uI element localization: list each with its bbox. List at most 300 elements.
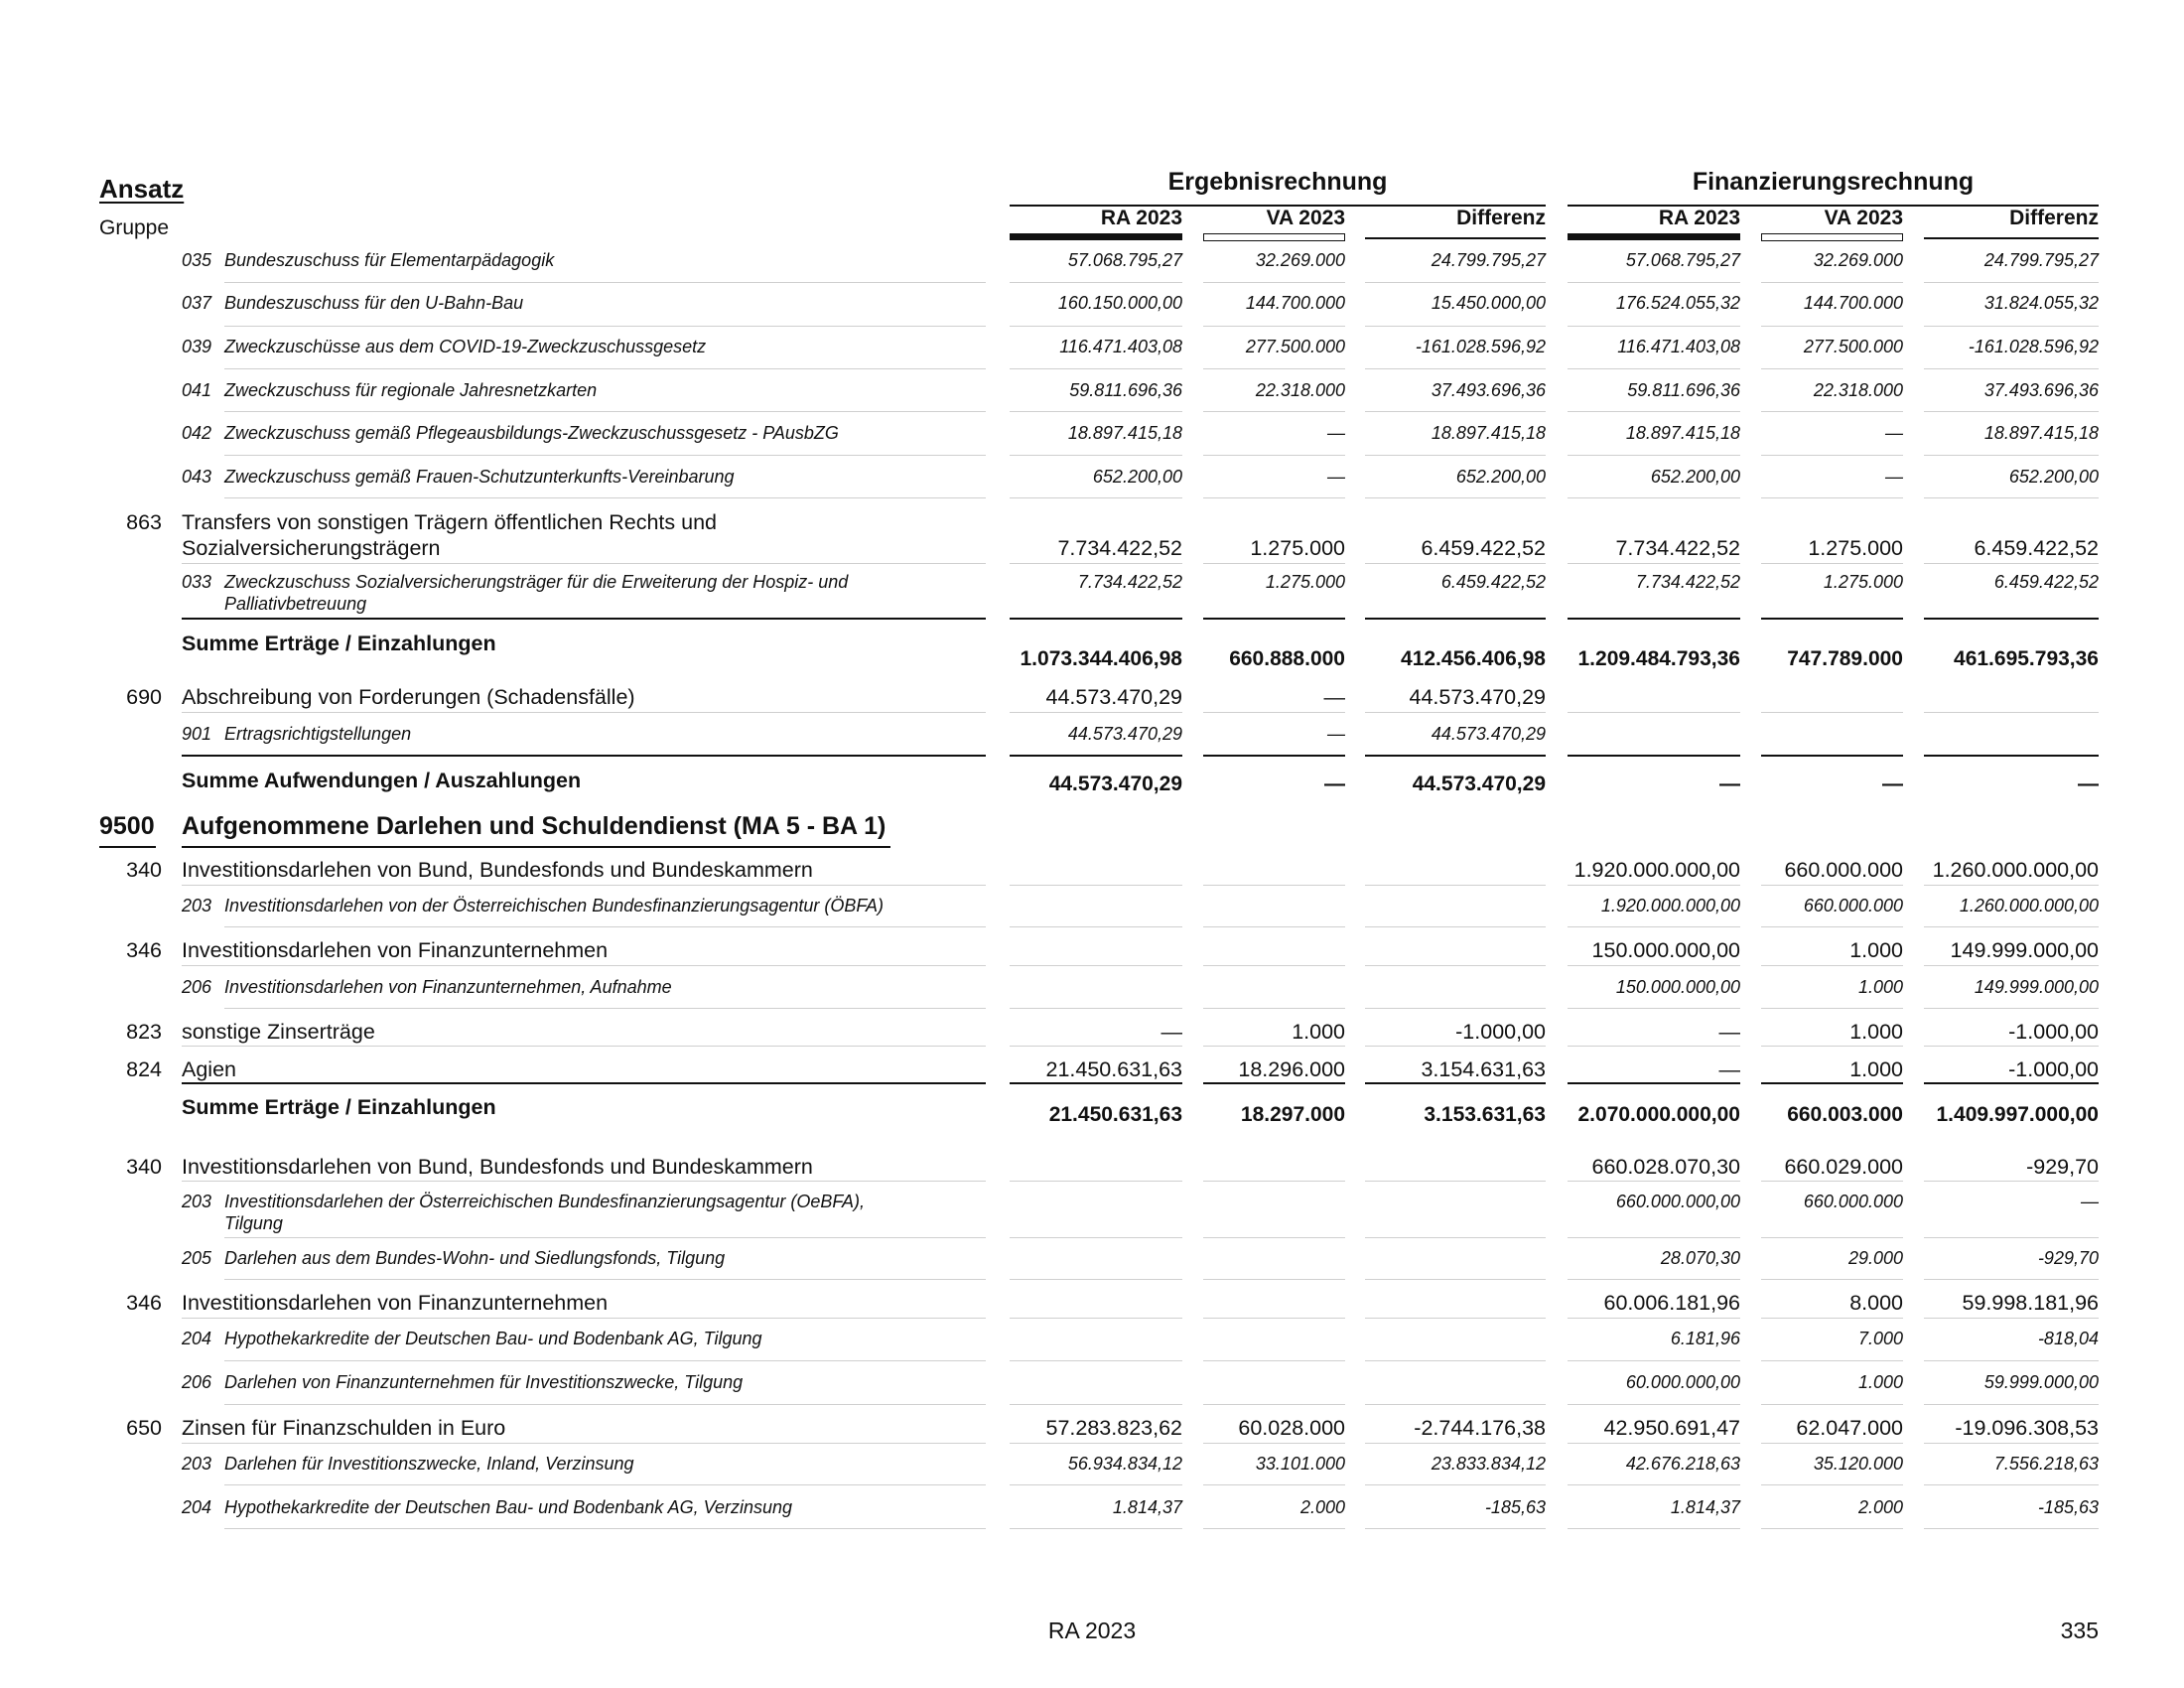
row-rule-cell: [1761, 455, 1903, 456]
col-header-ergebnis-ra: RA 2023: [1100, 207, 1182, 229]
cell-value: 44.573.470,29: [1048, 773, 1182, 795]
row-rule-cell: [1761, 1360, 1903, 1361]
row-label: Investitionsdarlehen von Finanzunternehmen, Aufnahme: [224, 977, 672, 997]
row-code: 206: [182, 1372, 212, 1392]
row-rule-cell: [1365, 1181, 1546, 1182]
row-rule-cell: [1203, 926, 1345, 927]
row-rule-cell: [1010, 712, 1182, 713]
cell-value: 1.000: [1849, 1020, 1903, 1044]
cell-value: 18.897.415,18: [1983, 423, 2099, 443]
row-rule-cell: [1365, 282, 1546, 283]
row-rule-cell: [1010, 1404, 1182, 1405]
row-rule-label: [182, 1046, 986, 1047]
row-label-continued: Palliativbetreuung: [224, 594, 367, 614]
row-rule-cell: [1203, 755, 1345, 757]
row-rule-cell: [1203, 885, 1345, 886]
row-code: 340: [126, 1155, 162, 1179]
cell-value: —: [2081, 1192, 2099, 1211]
row-rule-cell: [1761, 965, 1903, 966]
cell-value: —: [1327, 423, 1345, 443]
row-rule-cell: [1010, 326, 1182, 327]
cell-value: 35.120.000: [1813, 1454, 1903, 1474]
cell-value: 24.799.795,27: [1983, 250, 2099, 270]
row-rule-label: [224, 1279, 986, 1280]
row-rule-label: [182, 1181, 986, 1182]
row-rule-label: [224, 1404, 986, 1405]
cell-value: 1.209.484.793,36: [1577, 647, 1740, 670]
row-rule-cell: [1010, 1082, 1182, 1084]
row-label-continued: Sozialversicherungsträgern: [182, 536, 441, 560]
row-rule-cell: [1010, 965, 1182, 966]
row-label: Hypothekarkredite der Deutschen Bau- und Bodenbank AG, Tilgung: [224, 1329, 762, 1348]
cell-value: 2.070.000.000,00: [1577, 1103, 1740, 1126]
cell-value: 144.700.000: [1245, 293, 1345, 313]
cell-value: —: [1719, 773, 1740, 795]
row-label: Zweckzuschüsse aus dem COVID-19-Zweckzuschussgesetz: [224, 337, 707, 356]
cell-value: 1.920.000.000,00: [1600, 896, 1740, 915]
row-code: 346: [126, 1291, 162, 1315]
cell-value: 2.000: [1857, 1497, 1903, 1517]
row-rule-cell: [1924, 1404, 2099, 1405]
row-rule-label: [182, 563, 986, 564]
cell-value: 660.029.000: [1784, 1155, 1903, 1179]
cell-value: 1.275.000: [1823, 572, 1903, 592]
row-rule-cell: [1010, 282, 1182, 283]
cell-value: 22.318.000: [1255, 380, 1345, 400]
row-rule-cell: [1203, 1279, 1345, 1280]
row-label: Investitionsdarlehen der Österreichischen Bundesfinanzierungsagentur (OeBFA),: [224, 1192, 866, 1211]
row-label: Investitionsdarlehen von der Österreichischen Bundesfinanzierungsagentur (ÖBFA): [224, 896, 885, 915]
cell-value: 150.000.000,00: [1615, 977, 1740, 997]
row-rule-cell: [1010, 755, 1182, 757]
cell-value: 59.998.181,96: [1962, 1291, 2099, 1315]
row-rule-label: [182, 712, 986, 713]
page-number: 335: [2060, 1618, 2099, 1643]
row-rule-cell: [1568, 563, 1740, 564]
cell-value: 116.471.403,08: [1617, 337, 1740, 356]
row-rule-cell: [1761, 1237, 1903, 1238]
cell-value: 33.101.000: [1255, 1454, 1345, 1474]
cell-value: 59.811.696,36: [1069, 380, 1182, 400]
cell-value: 1.000: [1292, 1020, 1345, 1044]
row-rule-cell: [1365, 1404, 1546, 1405]
row-label: Zweckzuschuss gemäß Pflegeausbildungs-Zweckzuschussgesetz - PAusbZG: [224, 423, 839, 443]
row-rule-cell: [1924, 497, 2099, 498]
cell-value: —: [1327, 724, 1345, 744]
row-label: Darlehen aus dem Bundes-Wohn- und Siedlungsfonds, Tilgung: [224, 1248, 726, 1268]
col-header-finanz-va: VA 2023: [1824, 207, 1903, 229]
row-rule-cell: [1568, 1484, 1740, 1485]
row-rule-cell: [1924, 1360, 2099, 1361]
row-rule-cell: [1568, 455, 1740, 456]
cell-value: 62.047.000: [1796, 1416, 1903, 1440]
row-rule-cell: [1365, 618, 1546, 620]
cell-value: 56.934.834,12: [1067, 1454, 1182, 1474]
row-rule-cell: [1761, 411, 1903, 412]
cell-value: 277.500.000: [1245, 337, 1345, 356]
row-rule-cell: [1203, 1318, 1345, 1319]
row-rule-cell: [1924, 455, 2099, 456]
cell-value: -818,04: [2037, 1329, 2099, 1348]
row-rule-cell: [1924, 712, 2099, 713]
cell-value: 60.000.000,00: [1625, 1372, 1740, 1392]
row-rule-cell: [1365, 326, 1546, 327]
row-rule-cell: [1010, 1484, 1182, 1485]
col-header-finanz-diff: Differenz: [2009, 207, 2099, 229]
row-rule-cell: [1365, 885, 1546, 886]
cell-value: 1.409.997.000,00: [1936, 1103, 2099, 1126]
cell-value: 1.260.000.000,00: [1932, 858, 2099, 882]
va-marker-ergebnis: [1203, 233, 1345, 241]
row-rule-cell: [1365, 965, 1546, 966]
row-rule-cell: [1924, 885, 2099, 886]
row-rule-cell: [1761, 926, 1903, 927]
row-rule-cell: [1761, 1279, 1903, 1280]
row-rule-cell: [1365, 1008, 1546, 1009]
row-rule-cell: [1365, 926, 1546, 927]
cell-value: 660.888.000: [1229, 647, 1345, 670]
row-code: 340: [126, 858, 162, 882]
cell-value: 1.275.000: [1808, 536, 1903, 560]
row-code: 203: [182, 896, 212, 915]
row-code: 204: [182, 1497, 212, 1517]
sum-label: Summe Erträge / Einzahlungen: [182, 1095, 496, 1119]
row-rule-cell: [1568, 1046, 1740, 1047]
row-label: Darlehen für Investitionszwecke, Inland, Verzinsung: [224, 1454, 634, 1474]
row-rule-cell: [1924, 618, 2099, 620]
cell-value: 652.200,00: [1650, 467, 1740, 487]
row-rule-cell: [1010, 563, 1182, 564]
row-rule-cell: [1761, 1181, 1903, 1182]
row-rule-cell: [1365, 1484, 1546, 1485]
cell-value: 660.028.070,30: [1591, 1155, 1740, 1179]
row-rule-cell: [1010, 1360, 1182, 1361]
sum-label: Summe Aufwendungen / Auszahlungen: [182, 769, 582, 792]
cell-value: 1.073.344.406,98: [1020, 647, 1182, 670]
row-label: Zweckzuschuss gemäß Frauen-Schutzunterkunfts-Vereinbarung: [224, 467, 735, 487]
cell-value: 24.799.795,27: [1431, 250, 1546, 270]
row-label: Hypothekarkredite der Deutschen Bau- und Bodenbank AG, Verzinsung: [224, 1497, 793, 1517]
row-rule-cell: [1203, 618, 1345, 620]
row-rule-label: [224, 368, 986, 369]
row-rule-cell: [1365, 1318, 1546, 1319]
cell-value: 31.824.055,32: [1983, 293, 2099, 313]
cell-value: -185,63: [2037, 1497, 2099, 1517]
row-label: Agien: [182, 1057, 236, 1081]
row-rule-cell: [1568, 1082, 1740, 1084]
row-rule-label: [182, 755, 986, 757]
row-rule-cell: [1010, 1046, 1182, 1047]
row-rule-cell: [1203, 1443, 1345, 1444]
cell-value: 59.999.000,00: [1983, 1372, 2099, 1392]
row-code: 901: [182, 724, 212, 744]
row-code: 824: [126, 1057, 162, 1081]
row-rule-label: [182, 1443, 986, 1444]
row-code: 823: [126, 1020, 162, 1044]
row-rule-cell: [1924, 326, 2099, 327]
row-rule-cell: [1010, 1181, 1182, 1182]
cell-value: 6.459.422,52: [1993, 572, 2099, 592]
cell-value: 1.260.000.000,00: [1959, 896, 2099, 915]
cell-value: —: [1718, 1020, 1740, 1044]
row-rule-cell: [1761, 885, 1903, 886]
row-label: Darlehen von Finanzunternehmen für Investitionszwecke, Tilgung: [224, 1372, 744, 1392]
row-rule-cell: [1365, 1082, 1546, 1084]
cell-value: 1.000: [1857, 977, 1903, 997]
row-code: 203: [182, 1192, 212, 1211]
row-rule-cell: [1568, 712, 1740, 713]
row-rule-cell: [1203, 563, 1345, 564]
row-rule-label: [224, 926, 986, 927]
cell-value: 32.269.000: [1813, 250, 1903, 270]
cell-value: 7.556.218,63: [1993, 1454, 2099, 1474]
row-rule-cell: [1568, 282, 1740, 283]
cell-value: 1.275.000: [1250, 536, 1345, 560]
footer-label: RA 2023: [1047, 1618, 1137, 1643]
cell-value: 60.006.181,96: [1603, 1291, 1740, 1315]
row-rule-cell: [1203, 1528, 1345, 1529]
row-rule-cell: [1010, 885, 1182, 886]
row-label: Zweckzuschuss Sozialversicherungsträger für die Erweiterung der Hospiz- und: [224, 572, 849, 592]
cell-value: 42.950.691,47: [1603, 1416, 1740, 1440]
row-rule-cell: [1203, 1404, 1345, 1405]
row-label: Zinsen für Finanzschulden in Euro: [182, 1416, 506, 1440]
row-rule-label: [224, 1360, 986, 1361]
row-rule-cell: [1924, 1318, 2099, 1319]
row-label: Investitionsdarlehen von Finanzunternehmen: [182, 938, 609, 962]
row-rule-cell: [1010, 368, 1182, 369]
cell-value: 149.999.000,00: [1950, 938, 2099, 962]
row-rule-cell: [1203, 1360, 1345, 1361]
cell-value: 21.450.631,63: [1045, 1057, 1182, 1081]
row-rule-cell: [1761, 1318, 1903, 1319]
row-rule-label: [224, 411, 986, 412]
row-rule-cell: [1203, 282, 1345, 283]
cell-value: 3.153.631,63: [1424, 1103, 1546, 1126]
row-rule-cell: [1203, 497, 1345, 498]
row-rule-cell: [1365, 563, 1546, 564]
cell-value: 660.000.000: [1803, 896, 1903, 915]
cell-value: 23.833.834,12: [1431, 1454, 1546, 1474]
row-code: 346: [126, 938, 162, 962]
cell-value: 1.814,37: [1670, 1497, 1740, 1517]
row-rule-cell: [1010, 1318, 1182, 1319]
row-label: sonstige Zinserträge: [182, 1020, 375, 1044]
cell-value: 7.000: [1857, 1329, 1903, 1348]
row-rule-cell: [1761, 1443, 1903, 1444]
cell-value: 1.000: [1849, 1057, 1903, 1081]
cell-value: 1.275.000: [1265, 572, 1345, 592]
row-rule-cell: [1568, 618, 1740, 620]
cell-value: 461.695.793,36: [1954, 647, 2099, 670]
cell-value: -1.000,00: [2008, 1057, 2099, 1081]
row-rule-cell: [1010, 618, 1182, 620]
row-rule-cell: [1568, 1528, 1740, 1529]
cell-value: -929,70: [2037, 1248, 2099, 1268]
row-rule-cell: [1568, 326, 1740, 327]
cell-value: 32.269.000: [1255, 250, 1345, 270]
cell-value: -1.000,00: [2008, 1020, 2099, 1044]
cell-value: —: [1160, 1020, 1182, 1044]
cell-value: -19.096.308,53: [1955, 1416, 2099, 1440]
row-label-continued: Tilgung: [224, 1213, 283, 1233]
cell-value: 37.493.696,36: [1983, 380, 2099, 400]
cell-value: -929,70: [2026, 1155, 2099, 1179]
row-rule-cell: [1365, 755, 1546, 757]
cell-value: 660.003.000: [1787, 1103, 1903, 1126]
row-rule-cell: [1924, 1528, 2099, 1529]
cell-value: 18.297.000: [1240, 1103, 1345, 1126]
row-code: 039: [182, 337, 212, 356]
cell-value: 29.000: [1847, 1248, 1903, 1268]
row-rule-cell: [1761, 712, 1903, 713]
row-code: 205: [182, 1248, 212, 1268]
row-label: Zweckzuschuss für regionale Jahresnetzkarten: [224, 380, 598, 400]
row-rule-label: [224, 1528, 986, 1529]
gruppe-label: Gruppe: [99, 216, 170, 239]
row-rule-cell: [1761, 282, 1903, 283]
row-rule-cell: [1761, 755, 1903, 757]
row-rule-cell: [1203, 712, 1345, 713]
cell-value: —: [1882, 773, 1903, 795]
row-rule-cell: [1568, 965, 1740, 966]
row-rule-cell: [1365, 1360, 1546, 1361]
row-rule-cell: [1761, 1082, 1903, 1084]
row-rule-cell: [1924, 1046, 2099, 1047]
row-rule-cell: [1924, 1181, 2099, 1182]
cell-value: 150.000.000,00: [1591, 938, 1740, 962]
row-code: 035: [182, 250, 212, 270]
row-code: 033: [182, 572, 212, 592]
row-rule-cell: [1010, 497, 1182, 498]
row-rule-label: [224, 282, 986, 283]
row-rule-cell: [1568, 1237, 1740, 1238]
row-rule-cell: [1761, 1528, 1903, 1529]
row-rule-cell: [1203, 1237, 1345, 1238]
row-rule-cell: [1010, 1008, 1182, 1009]
cell-value: 6.459.422,52: [1421, 536, 1546, 560]
cell-value: 18.897.415,18: [1067, 423, 1182, 443]
cell-value: 18.897.415,18: [1625, 423, 1740, 443]
cell-value: 660.000.000: [1803, 1192, 1903, 1211]
cell-value: -161.028.596,92: [1968, 337, 2099, 356]
cell-value: 1.000: [1857, 1372, 1903, 1392]
cell-value: 21.450.631,63: [1048, 1103, 1182, 1126]
row-rule-cell: [1010, 455, 1182, 456]
cell-value: 57.068.795,27: [1625, 250, 1740, 270]
row-rule-cell: [1010, 1279, 1182, 1280]
row-rule-cell: [1010, 1443, 1182, 1444]
row-rule-label: [182, 1082, 986, 1084]
row-rule-cell: [1924, 563, 2099, 564]
row-rule-label: [224, 1237, 986, 1238]
cell-value: 28.070,30: [1660, 1248, 1740, 1268]
row-rule-cell: [1924, 411, 2099, 412]
cell-value: 660.000.000,00: [1615, 1192, 1740, 1211]
cell-value: 7.734.422,52: [1615, 536, 1740, 560]
cell-value: 1.814,37: [1112, 1497, 1182, 1517]
cell-value: 59.811.696,36: [1627, 380, 1740, 400]
row-label: Abschreibung von Forderungen (Schadensfälle): [182, 685, 635, 709]
cell-value: 60.028.000: [1238, 1416, 1345, 1440]
cell-value: —: [1885, 467, 1903, 487]
row-rule-cell: [1924, 1237, 2099, 1238]
row-rule-cell: [1203, 411, 1345, 412]
row-rule-cell: [1203, 1484, 1345, 1485]
row-rule-cell: [1568, 368, 1740, 369]
cell-value: 747.789.000: [1787, 647, 1903, 670]
cell-value: —: [2078, 773, 2099, 795]
cell-value: 1.920.000.000,00: [1573, 858, 1740, 882]
row-rule-cell: [1924, 965, 2099, 966]
col-header-ergebnis-va: VA 2023: [1266, 207, 1345, 229]
cell-value: 6.181,96: [1670, 1329, 1740, 1348]
row-rule-cell: [1568, 926, 1740, 927]
cell-value: -2.744.176,38: [1414, 1416, 1546, 1440]
cell-value: 7.734.422,52: [1057, 536, 1182, 560]
row-rule-cell: [1761, 1404, 1903, 1405]
row-code: 042: [182, 423, 212, 443]
cell-value: —: [1323, 685, 1345, 709]
row-rule-cell: [1761, 1008, 1903, 1009]
cell-value: 15.450.000,00: [1431, 293, 1546, 313]
row-rule-cell: [1924, 1279, 2099, 1280]
row-rule-cell: [1568, 1360, 1740, 1361]
cell-value: —: [1327, 467, 1345, 487]
group-finanzierungsrechnung: Finanzierungsrechnung: [1692, 168, 1975, 196]
row-rule-cell: [1203, 1046, 1345, 1047]
cell-value: 176.524.055,32: [1615, 293, 1740, 313]
row-code: 863: [126, 510, 162, 534]
row-rule-cell: [1203, 326, 1345, 327]
row-rule-cell: [1761, 368, 1903, 369]
cell-value: 652.200,00: [2008, 467, 2099, 487]
row-rule-cell: [1568, 1008, 1740, 1009]
cell-value: 57.283.823,62: [1045, 1416, 1182, 1440]
row-rule-cell: [1365, 1443, 1546, 1444]
row-rule-cell: [1761, 1046, 1903, 1047]
cell-value: 18.897.415,18: [1431, 423, 1546, 443]
row-rule-label: [224, 1008, 986, 1009]
cell-value: 7.734.422,52: [1077, 572, 1182, 592]
row-label: Investitionsdarlehen von Bund, Bundesfonds und Bundeskammern: [182, 858, 813, 882]
ra-marker-finanz: [1568, 233, 1740, 240]
row-rule-label: [182, 1318, 986, 1319]
cell-value: 3.154.631,63: [1421, 1057, 1546, 1081]
row-rule-cell: [1203, 1181, 1345, 1182]
row-rule-label: [224, 455, 986, 456]
row-rule-cell: [1365, 1046, 1546, 1047]
cell-value: -1.000,00: [1455, 1020, 1546, 1044]
row-rule-cell: [1924, 1484, 2099, 1485]
row-rule-cell: [1203, 1008, 1345, 1009]
row-rule-cell: [1203, 965, 1345, 966]
row-rule-cell: [1010, 926, 1182, 927]
cell-value: 6.459.422,52: [1440, 572, 1546, 592]
row-label: Investitionsdarlehen von Bund, Bundesfonds und Bundeskammern: [182, 1155, 813, 1179]
row-code: 650: [126, 1416, 162, 1440]
row-rule-cell: [1568, 1443, 1740, 1444]
row-rule-cell: [1924, 368, 2099, 369]
row-rule-cell: [1365, 1528, 1546, 1529]
cell-value: 660.000.000: [1784, 858, 1903, 882]
cell-value: 44.573.470,29: [1409, 685, 1546, 709]
row-rule-cell: [1761, 1484, 1903, 1485]
group-title: Aufgenommene Darlehen und Schuldendienst (MA 5 - BA 1): [182, 812, 887, 840]
row-rule-cell: [1924, 926, 2099, 927]
row-rule-cell: [1365, 455, 1546, 456]
row-rule-cell: [1568, 1318, 1740, 1319]
